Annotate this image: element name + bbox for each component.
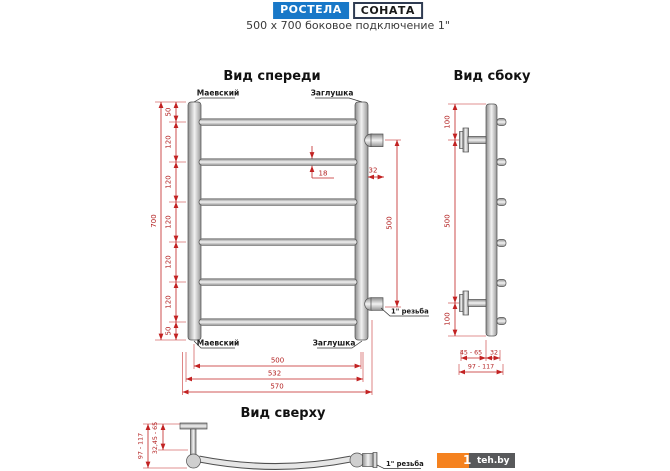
dim-32-45-65: 32,45 - 65: [152, 421, 159, 455]
front-width-dims: [183, 320, 373, 395]
front-height-dims: [150, 102, 186, 340]
side-view: [444, 69, 532, 375]
dim-seg-120: 120: [164, 175, 173, 189]
top-connection-stub: [365, 134, 383, 147]
label-thread-front: 1" резьба: [391, 307, 429, 316]
dim-seg-120: 120: [164, 135, 173, 149]
label-maevsky-bottom: Маевский: [196, 338, 240, 348]
brand-badge: РОСТЕЛА: [273, 2, 349, 19]
watermark-domain: teh.by: [469, 453, 515, 468]
watermark-one: 1: [463, 453, 472, 467]
thread-fitting-cap: [373, 453, 377, 468]
side-depth-dims: [459, 340, 503, 375]
label-plug-bottom: Заглушка: [312, 338, 356, 348]
dim-seg-120: 120: [164, 215, 173, 229]
dim-seg-50-bottom: 50: [164, 326, 173, 336]
top-callouts: [377, 460, 424, 469]
side-body: [460, 104, 507, 336]
bracket-plate: [180, 423, 207, 429]
watermark-logo: [437, 453, 515, 468]
label-thread-top: 1" резьба: [386, 460, 424, 468]
leader-line: [194, 98, 235, 102]
front-ladder: [188, 102, 383, 340]
bracket-stem: [191, 429, 197, 456]
label-plug-top: Заглушка: [310, 88, 354, 98]
thread-fitting: [363, 454, 374, 467]
header: [273, 2, 423, 19]
left-tube-section: [187, 454, 201, 468]
side-view-title: Вид сбоку: [453, 69, 531, 84]
dim-97-117-side: 97 - 117: [467, 363, 495, 371]
label-maevsky-top: Маевский: [196, 88, 240, 98]
top-body: [180, 423, 377, 468]
front-view-title: Вид спереди: [223, 69, 321, 84]
dim-seg-120: 120: [164, 295, 173, 309]
dim-100-bottom: 100: [443, 312, 452, 326]
dim-500-width: 500: [270, 356, 285, 365]
dim-seg-120: 120: [164, 255, 173, 269]
right-tube-section: [350, 453, 364, 467]
front-view: [150, 69, 429, 395]
rungs: [199, 119, 357, 325]
drawing-subtitle: 500 х 700 боковое подключение 1": [246, 19, 450, 32]
dim-500-vertical: 500: [385, 216, 394, 230]
top-view-title: Вид сверху: [240, 406, 326, 421]
wall-bracket-bottom: [460, 291, 487, 315]
top-view: [138, 406, 425, 469]
bottom-connection-stub: [365, 298, 383, 311]
dim-500-side: 500: [443, 214, 452, 228]
dim-32-side: 32: [489, 349, 499, 357]
dim-18: 18: [318, 169, 328, 178]
leader-line: [315, 98, 362, 102]
dim-seg-50-top: 50: [164, 107, 173, 117]
side-collector-tube: [486, 104, 497, 336]
dim-32: 32: [368, 166, 378, 175]
wall-bracket-top: [460, 128, 487, 152]
side-rung-stubs: [497, 119, 506, 325]
front-callouts: [194, 89, 429, 349]
dim-700: 700: [150, 214, 158, 228]
dim-100-top: 100: [443, 115, 452, 129]
dim-570-width: 570: [270, 382, 284, 391]
dim-532-width: 532: [267, 369, 282, 378]
left-collector-tube: [188, 102, 201, 340]
model-badge: СОНАТА: [353, 2, 423, 19]
dim-45-65: 45 - 65: [459, 349, 483, 357]
dim-97-117-top: 97 - 117: [137, 432, 145, 460]
